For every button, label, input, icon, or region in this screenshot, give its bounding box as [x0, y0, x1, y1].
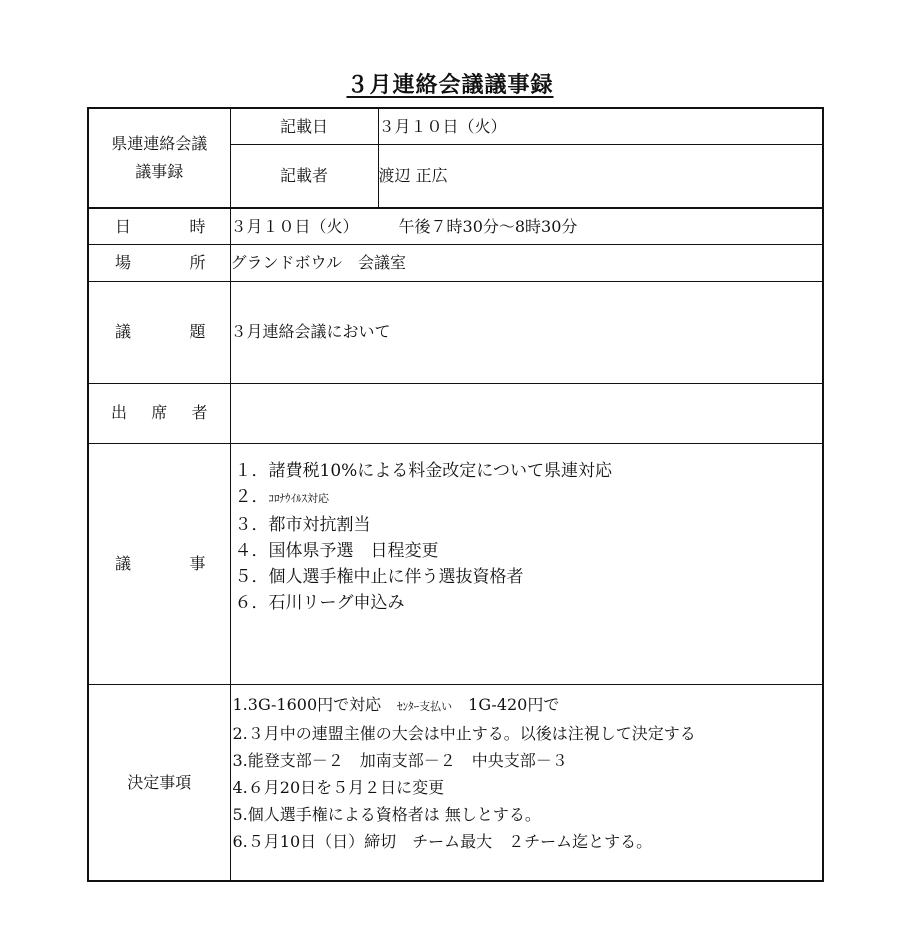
decision-item: 3.能登支部－２ 加南支部－２ 中央支部－３: [232, 750, 568, 770]
agenda-item: ２．ｺﾛﾅｳｲﾙｽ対応: [234, 486, 329, 507]
place-label: 場 所: [88, 244, 230, 281]
attendees-label: 出 席 者: [88, 383, 230, 443]
org-label-cell: [88, 108, 230, 208]
org-label-line1: 県連連絡会議: [111, 134, 208, 153]
agenda-item: １．諸費税10%による料金改定について県連対応: [234, 460, 612, 481]
subject-row: [88, 281, 823, 383]
minutes-table: [87, 107, 824, 882]
subject-value: ３月連絡会議において: [230, 281, 823, 383]
agenda-item: ５．個人選手権中止に伴う選抜資格者: [234, 566, 524, 587]
decisions-list: [231, 691, 823, 855]
agenda-row: [88, 443, 823, 684]
agenda-list: [231, 458, 823, 616]
recorder-label: 記載者: [230, 144, 378, 208]
subject-label: 議 題: [88, 281, 230, 383]
datetime-value: [230, 208, 823, 244]
decisions-row: [88, 684, 823, 881]
agenda-list-cell: [230, 443, 823, 684]
record-date-row: [88, 108, 823, 144]
org-label-line2: 議事録: [135, 162, 184, 181]
attendees-value: [230, 383, 823, 443]
datetime-row: [88, 208, 823, 244]
agenda-label: 議 事: [88, 443, 230, 684]
decision-item: 1.3G-1600円で対応 ｾﾝﾀｰ支払い 1G-420円で: [232, 694, 560, 714]
document-title: [0, 68, 900, 99]
agenda-item: ６．石川リーグ申込み: [234, 592, 405, 613]
datetime-date: ３月１０日（火）: [230, 216, 359, 236]
record-date-label: 記載日: [230, 108, 378, 144]
decision-item: 5.個人選手権による資格者は 無しとする。: [232, 804, 541, 824]
agenda-item: ４．国体県予選 日程変更: [234, 540, 439, 561]
agenda-item: ３．都市対抗割当: [234, 514, 371, 535]
record-date-value: ３月１０日（火）: [378, 108, 823, 144]
datetime-time: 午後７時30分〜8時30分: [398, 216, 578, 236]
decision-item: 4.６月20日を５月２日に変更: [232, 777, 445, 797]
place-row: [88, 244, 823, 281]
attendees-row: [88, 383, 823, 443]
decision-item: 6.５月10日（日）締切 チーム最大 ２チーム迄とする。: [232, 831, 653, 851]
recorder-value: 渡辺 正広: [378, 144, 823, 208]
datetime-label: 日 時: [88, 208, 230, 244]
decisions-label: 決定事項: [88, 684, 230, 881]
decision-item: 2.３月中の連盟主催の大会は中止する。以後は注視して決定する: [232, 723, 696, 743]
decisions-list-cell: [230, 684, 823, 881]
document-title-text: ３月連絡会議議事録: [346, 72, 554, 98]
place-value: グランドボウル 会議室: [230, 244, 823, 281]
